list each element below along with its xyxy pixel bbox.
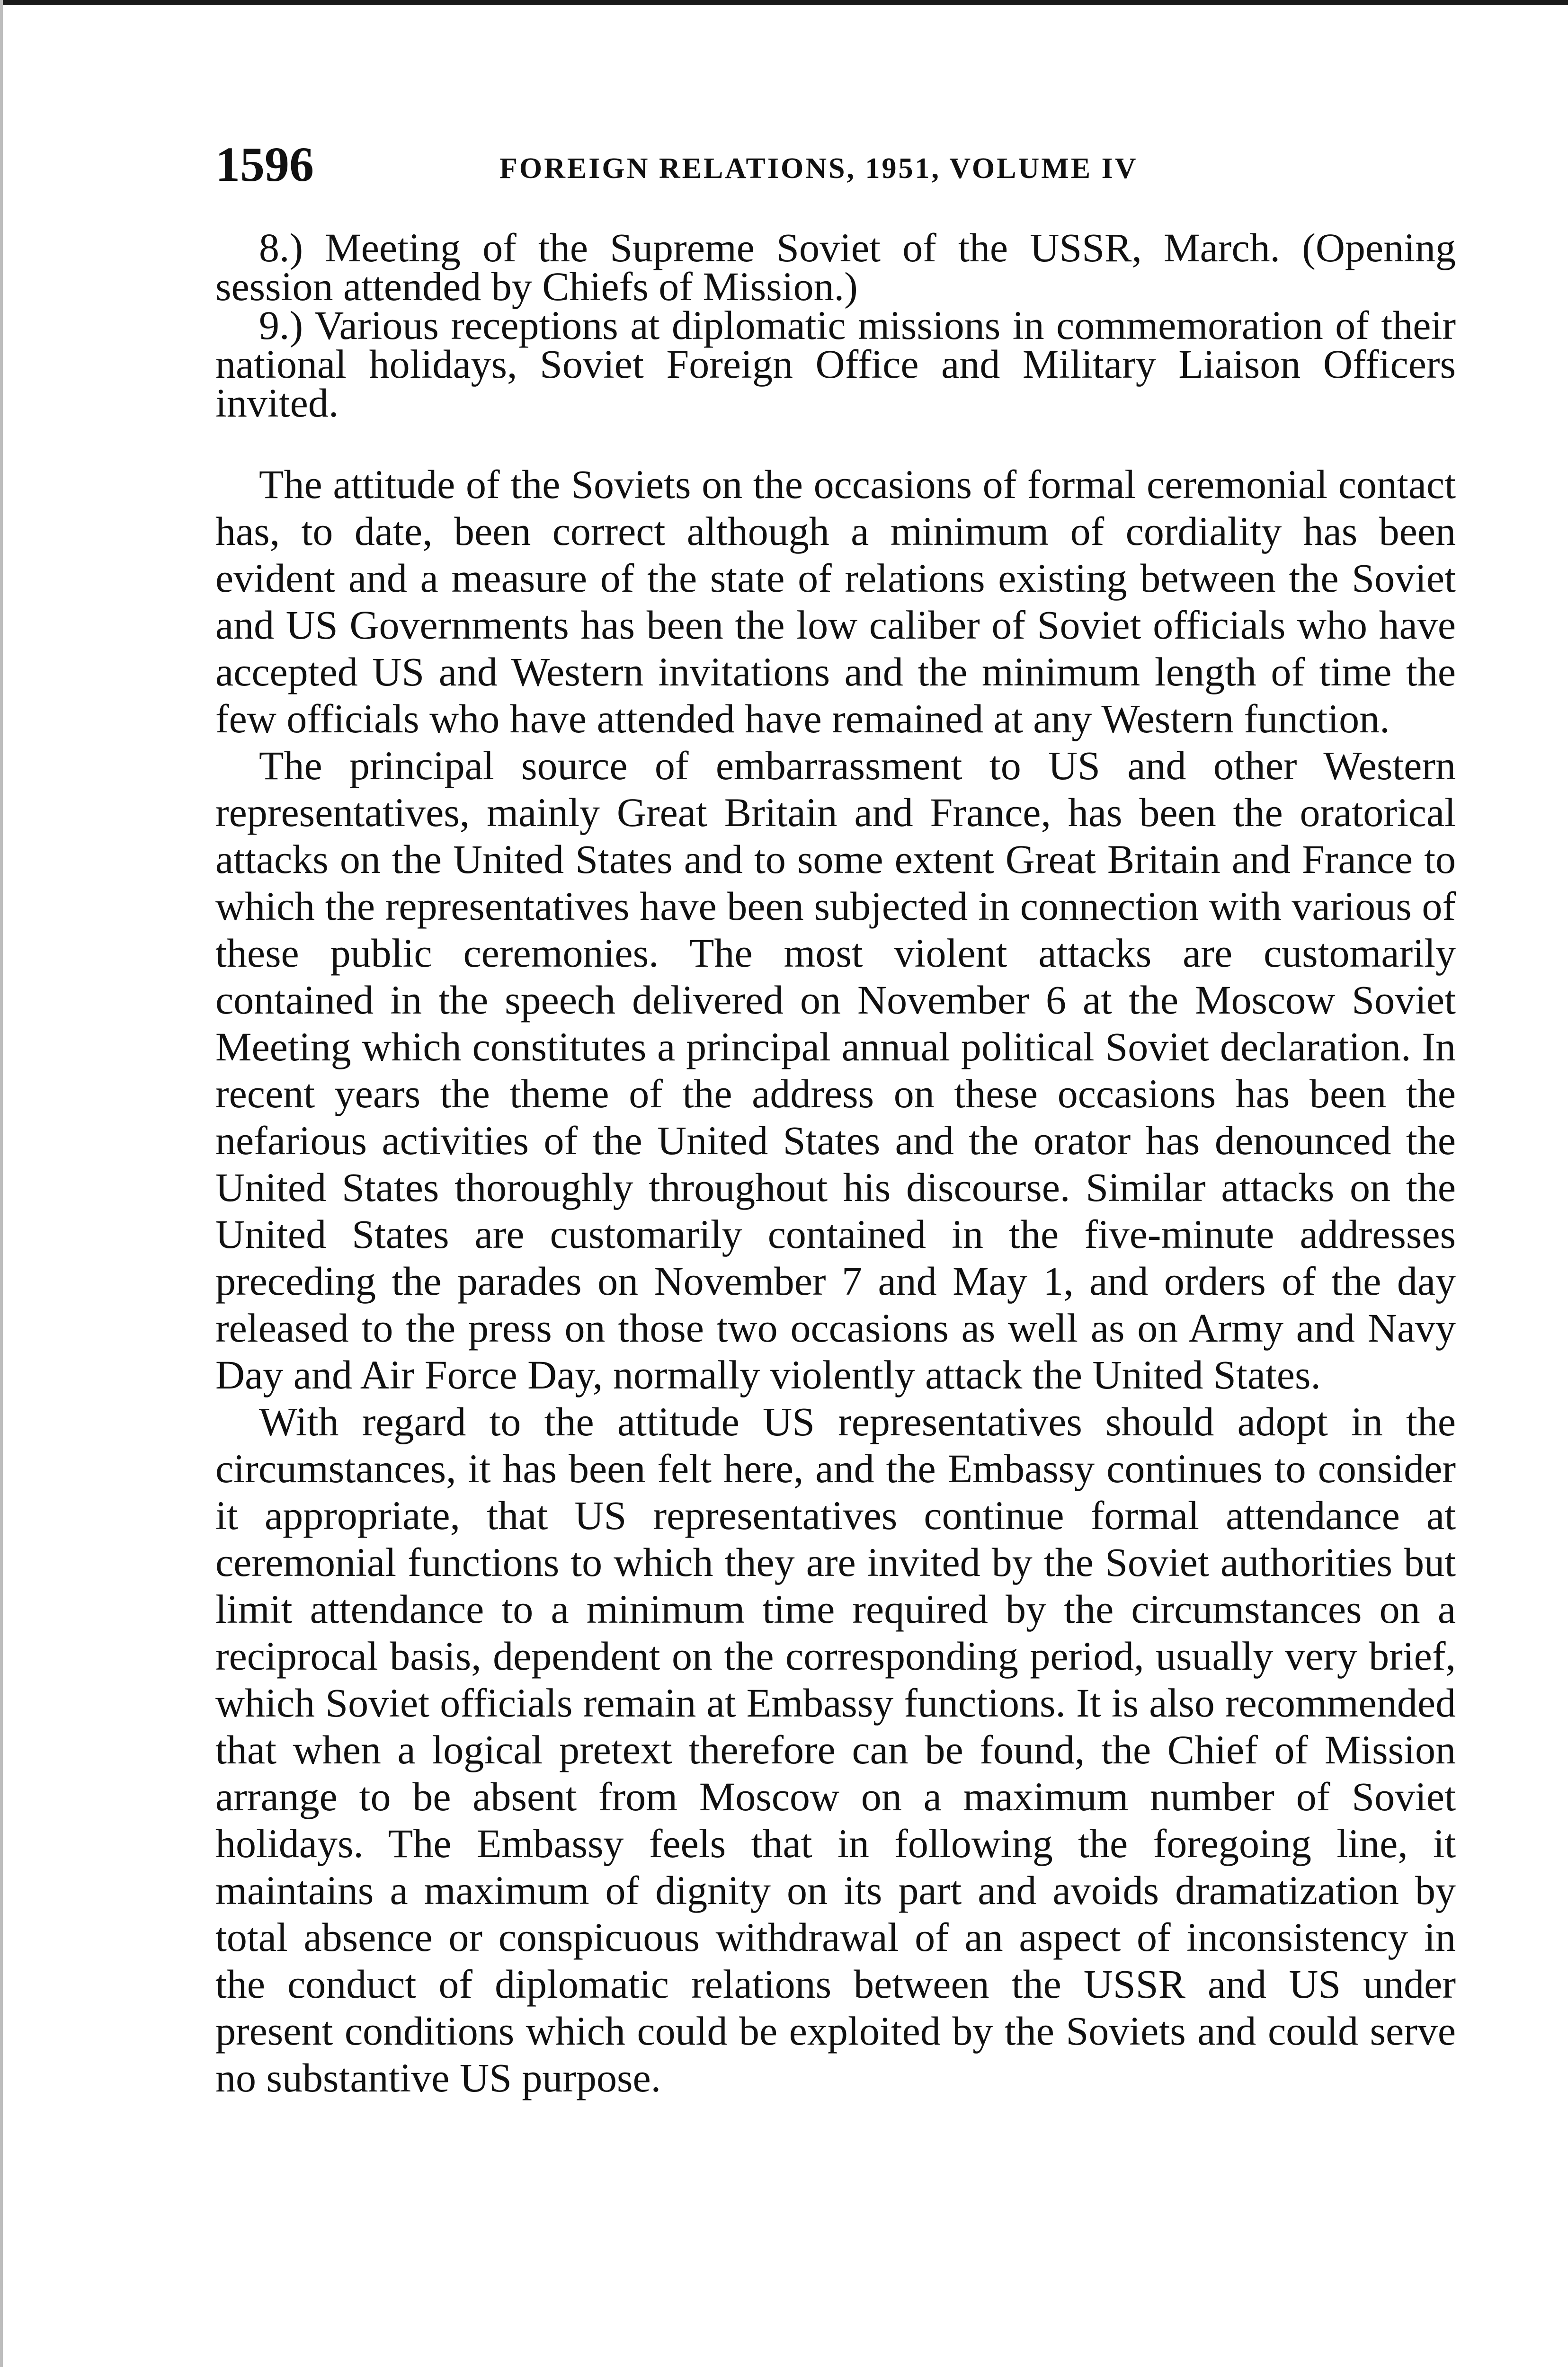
section-spacer xyxy=(215,422,1456,461)
list-item-8: 8.) Meeting of the Supreme Soviet of the USSR, March. (Opening session attended by Chiefs of Mission.) xyxy=(215,225,1456,309)
running-head: FOREIGN RELATIONS, 1951, VOLUME IV xyxy=(499,152,1138,185)
page-header xyxy=(215,136,1456,203)
scan-top-border xyxy=(0,0,1568,5)
scan-left-border xyxy=(0,0,3,2367)
page-body xyxy=(215,225,1456,2101)
paragraph-recommendation: With regard to the attitude US representatives should adopt in the circumstances, it has been felt here, and the Embassy continues to consider it appropriate, that US representatives continue formal attendance at ceremonial functions to which they are invited by the Soviet authorities but limit attendance to a minimum time required by the circumstances on a reciprocal basis, dependent on the corresponding period, usually very brief, which Soviet officials remain at Embassy functions. It is also recommended that when a logical pretext therefore can be found, the Chief of Mission arrange to be absent from Moscow on a maximum number of Soviet holidays. The Embassy feels that in following the foregoing line, it maintains a maximum of dignity on its part and avoids dramatization by total absence or conspicuous withdrawal of an aspect of inconsistency in the conduct of diplomatic relations between the USSR and US under present conditions which could be exploited by the Soviets and could serve no substantive US purpose. xyxy=(215,1399,1456,2100)
paragraph-attitude: The attitude of the Soviets on the occasions of formal ceremonial contact has, to date, been correct although a minimum of cordiality has been evident and a measure of the state of relations existing between the Soviet and US Governments has been the low caliber of Soviet officials who have accepted US and Western invitations and the minimum length of time the few officials who have attended have remained at any Western function. xyxy=(215,462,1456,741)
page-number: 1596 xyxy=(215,137,314,192)
paragraph-embarrassment: The principal source of embarrassment to US and other Western representatives, mainly Great Britain and France, has been the oratorical attacks on the United States and to some extent Great Britain and France to which the representatives have been subjected in connection with various of these public ceremonies. The most violent attacks are customarily contained in the speech delivered on November 6 at the Moscow Soviet Meeting which constitutes a principal annual political Soviet declaration. In recent years the theme of the address on these occasions has been the nefarious activities of the United States and the orator has denounced the United States thoroughly throughout his discourse. Similar attacks on the United States are customarily contained in the five-minute addresses preceding the parades on November 7 and May 1, and orders of the day released to the press on those two occasions as well as on Army and Navy Day and Air Force Day, normally violently attack the United States. xyxy=(215,743,1456,1397)
list-item-9: 9.) Various receptions at diplomatic missions in commemoration of their national holidays, Soviet Foreign Office and Military Liaison Officers invited. xyxy=(215,303,1456,426)
